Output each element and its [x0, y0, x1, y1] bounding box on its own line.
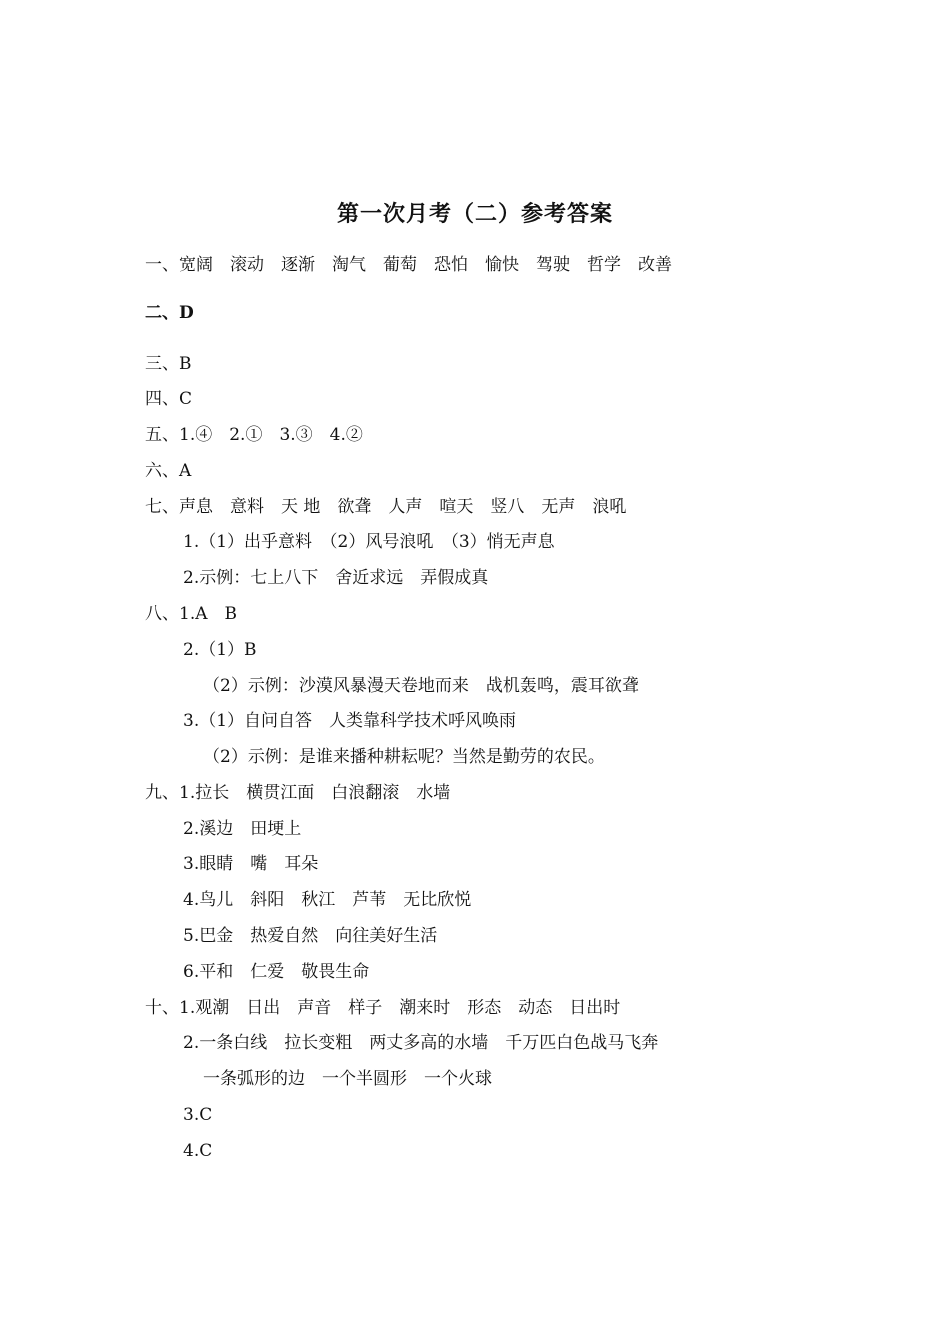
answer-1: 一、宽阔 滚动 逐渐 淘气 葡萄 恐怕 愉快 驾驶 哲学 改善 [145, 255, 672, 275]
answer-8-2: 2.（1）B [183, 640, 257, 660]
answer-8-3: 3.（1）自问自答 人类靠科学技术呼风唤雨 [183, 711, 517, 731]
answer-3: 三、B [145, 354, 192, 374]
answer-5: 五、1.④ 2.① 3.③ 4.② [145, 425, 363, 445]
answer-9: 九、1.拉长 横贯江面 白浪翻滚 水墙 [145, 783, 451, 803]
answer-8-3-2: （2）示例：是谁来播种耕耘呢？当然是勤劳的农民。 [203, 747, 605, 767]
answer-10-2: 2.一条白线 拉长变粗 两丈多高的水墙 千万匹白色战马飞奔 [183, 1033, 659, 1053]
answer-10: 十、1.观潮 日出 声音 样子 潮来时 形态 动态 日出时 [145, 998, 621, 1018]
answer-7-2: 2.示例：七上八下 舍近求远 弄假成真 [183, 568, 489, 588]
answer-4: 四、C [145, 389, 193, 409]
answer-7: 七、声息 意料 天 地 欲聋 人声 喧天 竖八 无声 浪吼 [145, 497, 627, 517]
answer-6: 六、A [145, 461, 192, 481]
answer-10-2-cont: 一条弧形的边 一个半圆形 一个火球 [203, 1069, 492, 1089]
answer-7-1: 1.（1）出乎意料 （2）风号浪吼 （3）悄无声息 [183, 532, 555, 552]
answer-9-6: 6.平和 仁爱 敬畏生命 [183, 962, 370, 982]
answer-9-4: 4.鸟儿 斜阳 秋江 芦苇 无比欣悦 [183, 890, 472, 910]
answer-10-3: 3.C [183, 1105, 213, 1125]
answer-8: 八、1.A B [145, 604, 237, 624]
answer-9-2: 2.溪边 田埂上 [183, 819, 302, 839]
answer-10-4: 4.C [183, 1141, 213, 1161]
answer-8-2-2: （2）示例：沙漠风暴漫天卷地而来 战机轰鸣，震耳欲聋 [203, 676, 639, 696]
answer-2: 二、D [145, 303, 194, 323]
page-title: 第一次月考（二）参考答案 [336, 202, 613, 227]
answer-9-3: 3.眼睛 嘴 耳朵 [183, 854, 319, 874]
answer-9-5: 5.巴金 热爱自然 向往美好生活 [183, 926, 438, 946]
